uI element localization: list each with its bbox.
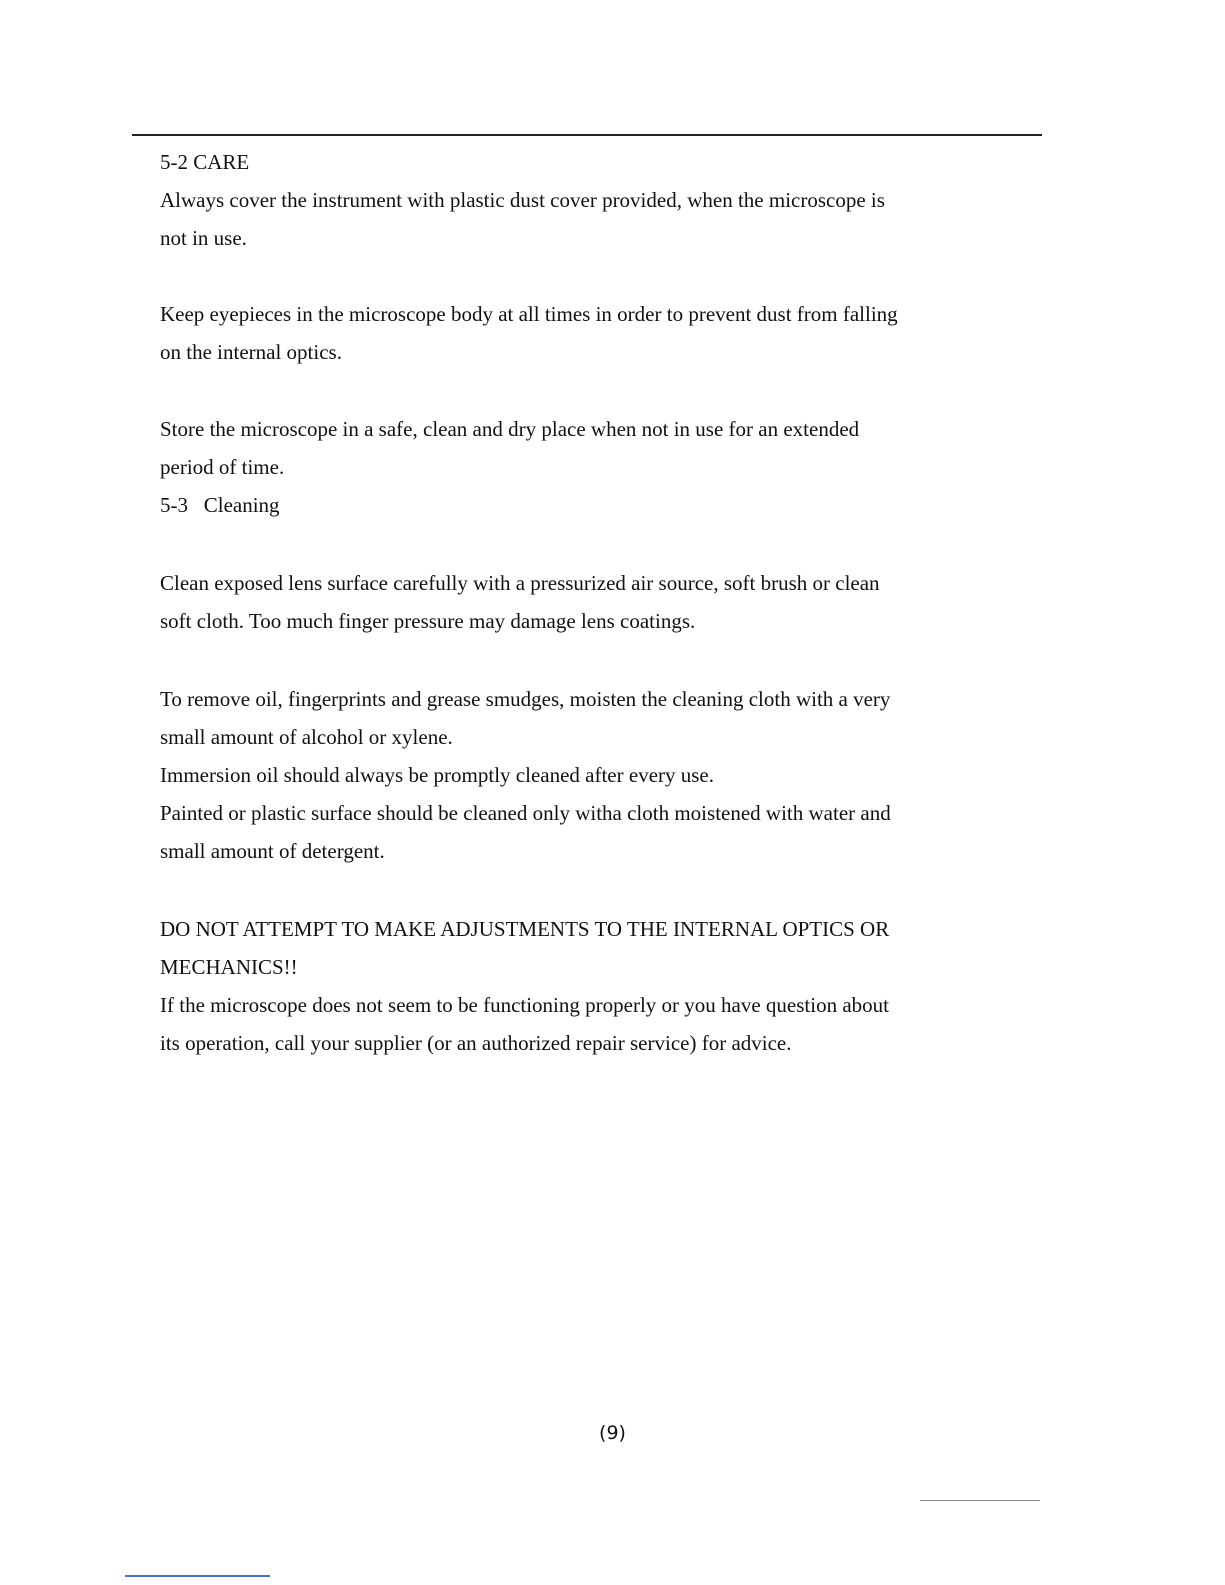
cleaning-heading: 5-3 Cleaning (160, 493, 280, 517)
cleaning-p2-line3: Immersion oil should always be promptly cleaned after every use. (160, 763, 714, 787)
warning-line2: MECHANICS!! (160, 955, 298, 979)
care-p1-line1: Always cover the instrument with plastic dust cover provided, when the microscope is (160, 188, 885, 212)
cleaning-warning (160, 910, 1040, 1062)
bottom-right-rule (920, 1500, 1040, 1501)
cleaning-p1-line1: Clean exposed lens surface carefully with a pressurized air source, soft brush or clean (160, 571, 880, 595)
cleaning-p2-line2: small amount of alcohol or xylene. (160, 725, 453, 749)
care-paragraph-2 (160, 295, 1040, 371)
cleaning-p3-line1: If the microscope does not seem to be functioning properly or you have question about (160, 993, 889, 1017)
cleaning-p2-line4: Painted or plastic surface should be cleaned only witha cloth moistened with water and (160, 801, 891, 825)
cleaning-p3-line2: its operation, call your supplier (or an authorized repair service) for advice. (160, 1031, 792, 1055)
cleaning-paragraph-2 (160, 680, 1040, 870)
cleaning-paragraph-1 (160, 564, 1040, 640)
care-p2-line1: Keep eyepieces in the microscope body at all times in order to prevent dust from falling (160, 302, 898, 326)
care-section (160, 143, 1040, 257)
care-paragraph-3 (160, 410, 1040, 524)
care-p2-line2: on the internal optics. (160, 340, 342, 364)
warning-line1: DO NOT ATTEMPT TO MAKE ADJUSTMENTS TO THE INTERNAL OPTICS OR (160, 917, 890, 941)
care-p1-line2: not in use. (160, 226, 247, 250)
bottom-left-rule (125, 1575, 270, 1577)
care-p3-line2: period of time. (160, 455, 285, 479)
page-number: (9) (599, 1422, 626, 1444)
care-heading: 5-2 CARE (160, 150, 250, 174)
cleaning-p2-line5: small amount of detergent. (160, 839, 385, 863)
care-p3-line1: Store the microscope in a safe, clean and dry place when not in use for an extended (160, 417, 860, 441)
cleaning-p2-line1: To remove oil, fingerprints and grease smudges, moisten the cleaning cloth with a very (160, 687, 891, 711)
top-rule (132, 134, 1042, 136)
cleaning-p1-line2: soft cloth. Too much finger pressure may damage lens coatings. (160, 609, 696, 633)
